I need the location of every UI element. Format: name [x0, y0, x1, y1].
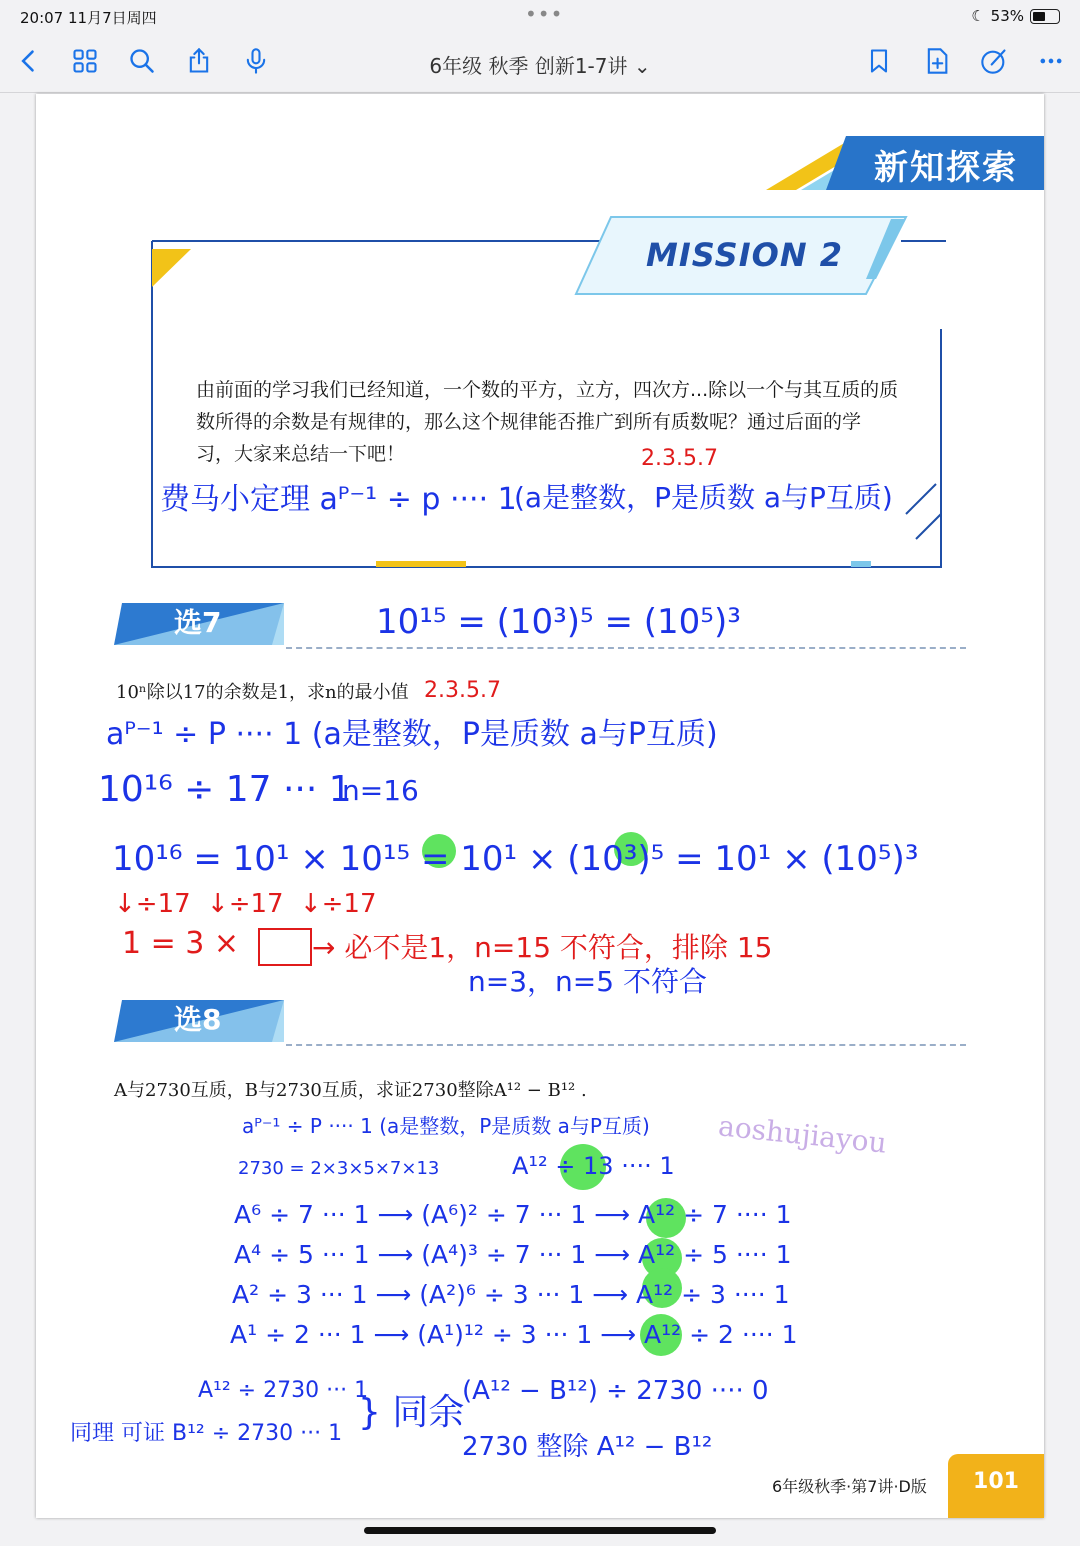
- note-x8-row2: A⁴ ÷ 5 ··· 1 ⟶ (A⁴)³ ÷ 7 ··· 1 ⟶ A¹² ÷ 5 ···· 1: [234, 1240, 792, 1269]
- microphone-button[interactable]: [239, 44, 273, 78]
- toolbar: [0, 32, 1080, 93]
- note-x8-row1: A⁶ ÷ 7 ··· 1 ⟶ (A⁶)² ÷ 7 ··· 1 ⟶ A¹² ÷ 7 ···· 1: [234, 1200, 792, 1229]
- intro-line-2: 数所得的余数是有规律的，那么这个规律能否推广到所有质数呢？通过后面的学: [196, 411, 862, 433]
- multitask-dots[interactable]: •••: [525, 2, 564, 26]
- note-x7-arrows: ↓÷17 ↓÷17 ↓÷17: [114, 889, 377, 919]
- bookmark-button[interactable]: [862, 44, 896, 78]
- document-title[interactable]: 6年级 秋季 创新1-7讲 ⌄: [429, 54, 651, 78]
- section-7-problem: 10ⁿ除以17的余数是1，求n的最小值: [116, 682, 409, 703]
- watermark: aoshujiayou: [716, 1109, 889, 1160]
- note-x7-rule: aᴾ⁻¹ ÷ P ···· 1 (a是整数，P是质数 a与P互质): [106, 717, 718, 752]
- microphone-icon: [242, 47, 270, 75]
- markup-button[interactable]: [977, 44, 1011, 78]
- search-button[interactable]: [125, 44, 159, 78]
- note-x8-row4: A¹ ÷ 2 ··· 1 ⟶ (A¹)¹² ÷ 3 ··· 1 ⟶ A¹² ÷ 2 ···· 1: [230, 1320, 798, 1349]
- note-x8-factor: 2730 = 2×3×5×7×13: [238, 1158, 440, 1179]
- grid-view-button[interactable]: [68, 44, 102, 78]
- add-page-button[interactable]: [920, 44, 954, 78]
- note-x7-primes: 2.3.5.7: [424, 678, 501, 703]
- note-x8-tongyu: } 同余: [358, 1392, 465, 1433]
- note-x7-line3b: → 必不是1，n=15 不符合，排除 15: [312, 931, 773, 964]
- home-indicator[interactable]: [364, 1527, 716, 1534]
- note-x8-sum2: 同理 可证 B¹² ÷ 2730 ··· 1: [70, 1421, 343, 1446]
- note-x8-sum4: 2730 整除 A¹² − B¹²: [462, 1432, 713, 1462]
- section-7-tag: 选7: [174, 606, 222, 639]
- note-fermat: 费马小定理 aᴾ⁻¹ ÷ p ···· 1: [160, 482, 517, 517]
- share-button[interactable]: [182, 44, 216, 78]
- note-x7-line4: n=3，n=5 不符合: [468, 965, 707, 998]
- add-page-icon: [923, 47, 951, 75]
- footer-label: 6年级秋季·第7讲·D版: [772, 1477, 927, 1496]
- section-8-problem: A与2730互质，B与2730互质，求证2730整除A¹² − B¹² .: [114, 1080, 587, 1101]
- note-x7-line2: 10¹⁶ = 10¹ × 10¹⁵ = 10¹ × (10³)⁵ = 10¹ × (10⁵)³: [112, 839, 919, 879]
- note-x7-top: 10¹⁵ = (10³)⁵ = (10⁵)³: [376, 602, 741, 642]
- page-number: 101: [973, 1469, 1019, 1494]
- section-8-tag: 选8: [174, 1003, 222, 1036]
- battery-percent: 53%: [990, 7, 1024, 25]
- answer-box: [258, 928, 312, 966]
- page-number-tab: [948, 1454, 1044, 1518]
- battery-icon: [1030, 9, 1060, 24]
- note-x7-n16: n=16: [342, 774, 419, 807]
- note-x8-row3: A² ÷ 3 ··· 1 ⟶ (A²)⁶ ÷ 3 ··· 1 ⟶ A¹² ÷ 3 ···· 1: [232, 1280, 790, 1309]
- banner-title: 新知探索: [874, 148, 1018, 188]
- status-bar: [0, 0, 1080, 32]
- note-x8-sum1: A¹² ÷ 2730 ··· 1: [198, 1378, 369, 1403]
- chevron-left-icon: [15, 47, 43, 75]
- intro-line-3: 习，大家来总结一下吧！: [196, 443, 406, 465]
- note-x8-rule: aᴾ⁻¹ ÷ P ···· 1 (a是整数，P是质数 a与P互质): [242, 1114, 650, 1138]
- share-icon: [185, 47, 213, 75]
- document-page[interactable]: [36, 94, 1044, 1518]
- note-x7-line1: 10¹⁶ ÷ 17 ··· 1: [98, 769, 352, 810]
- moon-icon: ☾: [971, 7, 985, 25]
- note-x8-sum3: (A¹² − B¹²) ÷ 2730 ···· 0: [462, 1376, 769, 1406]
- grid-icon: [71, 47, 99, 75]
- back-button[interactable]: [12, 44, 46, 78]
- note-fermat-condition: (a是整数，P是质数 a与P互质): [514, 481, 893, 514]
- section-7-divider: [286, 647, 966, 649]
- search-icon: [128, 47, 156, 75]
- intro-line-1: 由前面的学习我们已经知道，一个数的平方，立方，四次方...除以一个与其互质的质: [196, 379, 899, 401]
- note-x7-line3: 1 = 3 ×: [122, 926, 240, 961]
- battery-indicator: [971, 7, 1060, 25]
- bookmark-icon: [865, 47, 893, 75]
- note-primes: 2.3.5.7: [641, 446, 718, 471]
- markup-pen-icon: [980, 47, 1008, 75]
- more-button[interactable]: [1034, 44, 1068, 78]
- mission-label: MISSION 2: [646, 236, 843, 274]
- intro-text: [196, 374, 898, 470]
- more-icon: [1037, 47, 1065, 75]
- status-time: 20:07 11月7日周四: [20, 9, 157, 27]
- section-8-divider: [286, 1044, 966, 1046]
- note-x8-a12: A¹² ÷ 13 ···· 1: [512, 1152, 675, 1180]
